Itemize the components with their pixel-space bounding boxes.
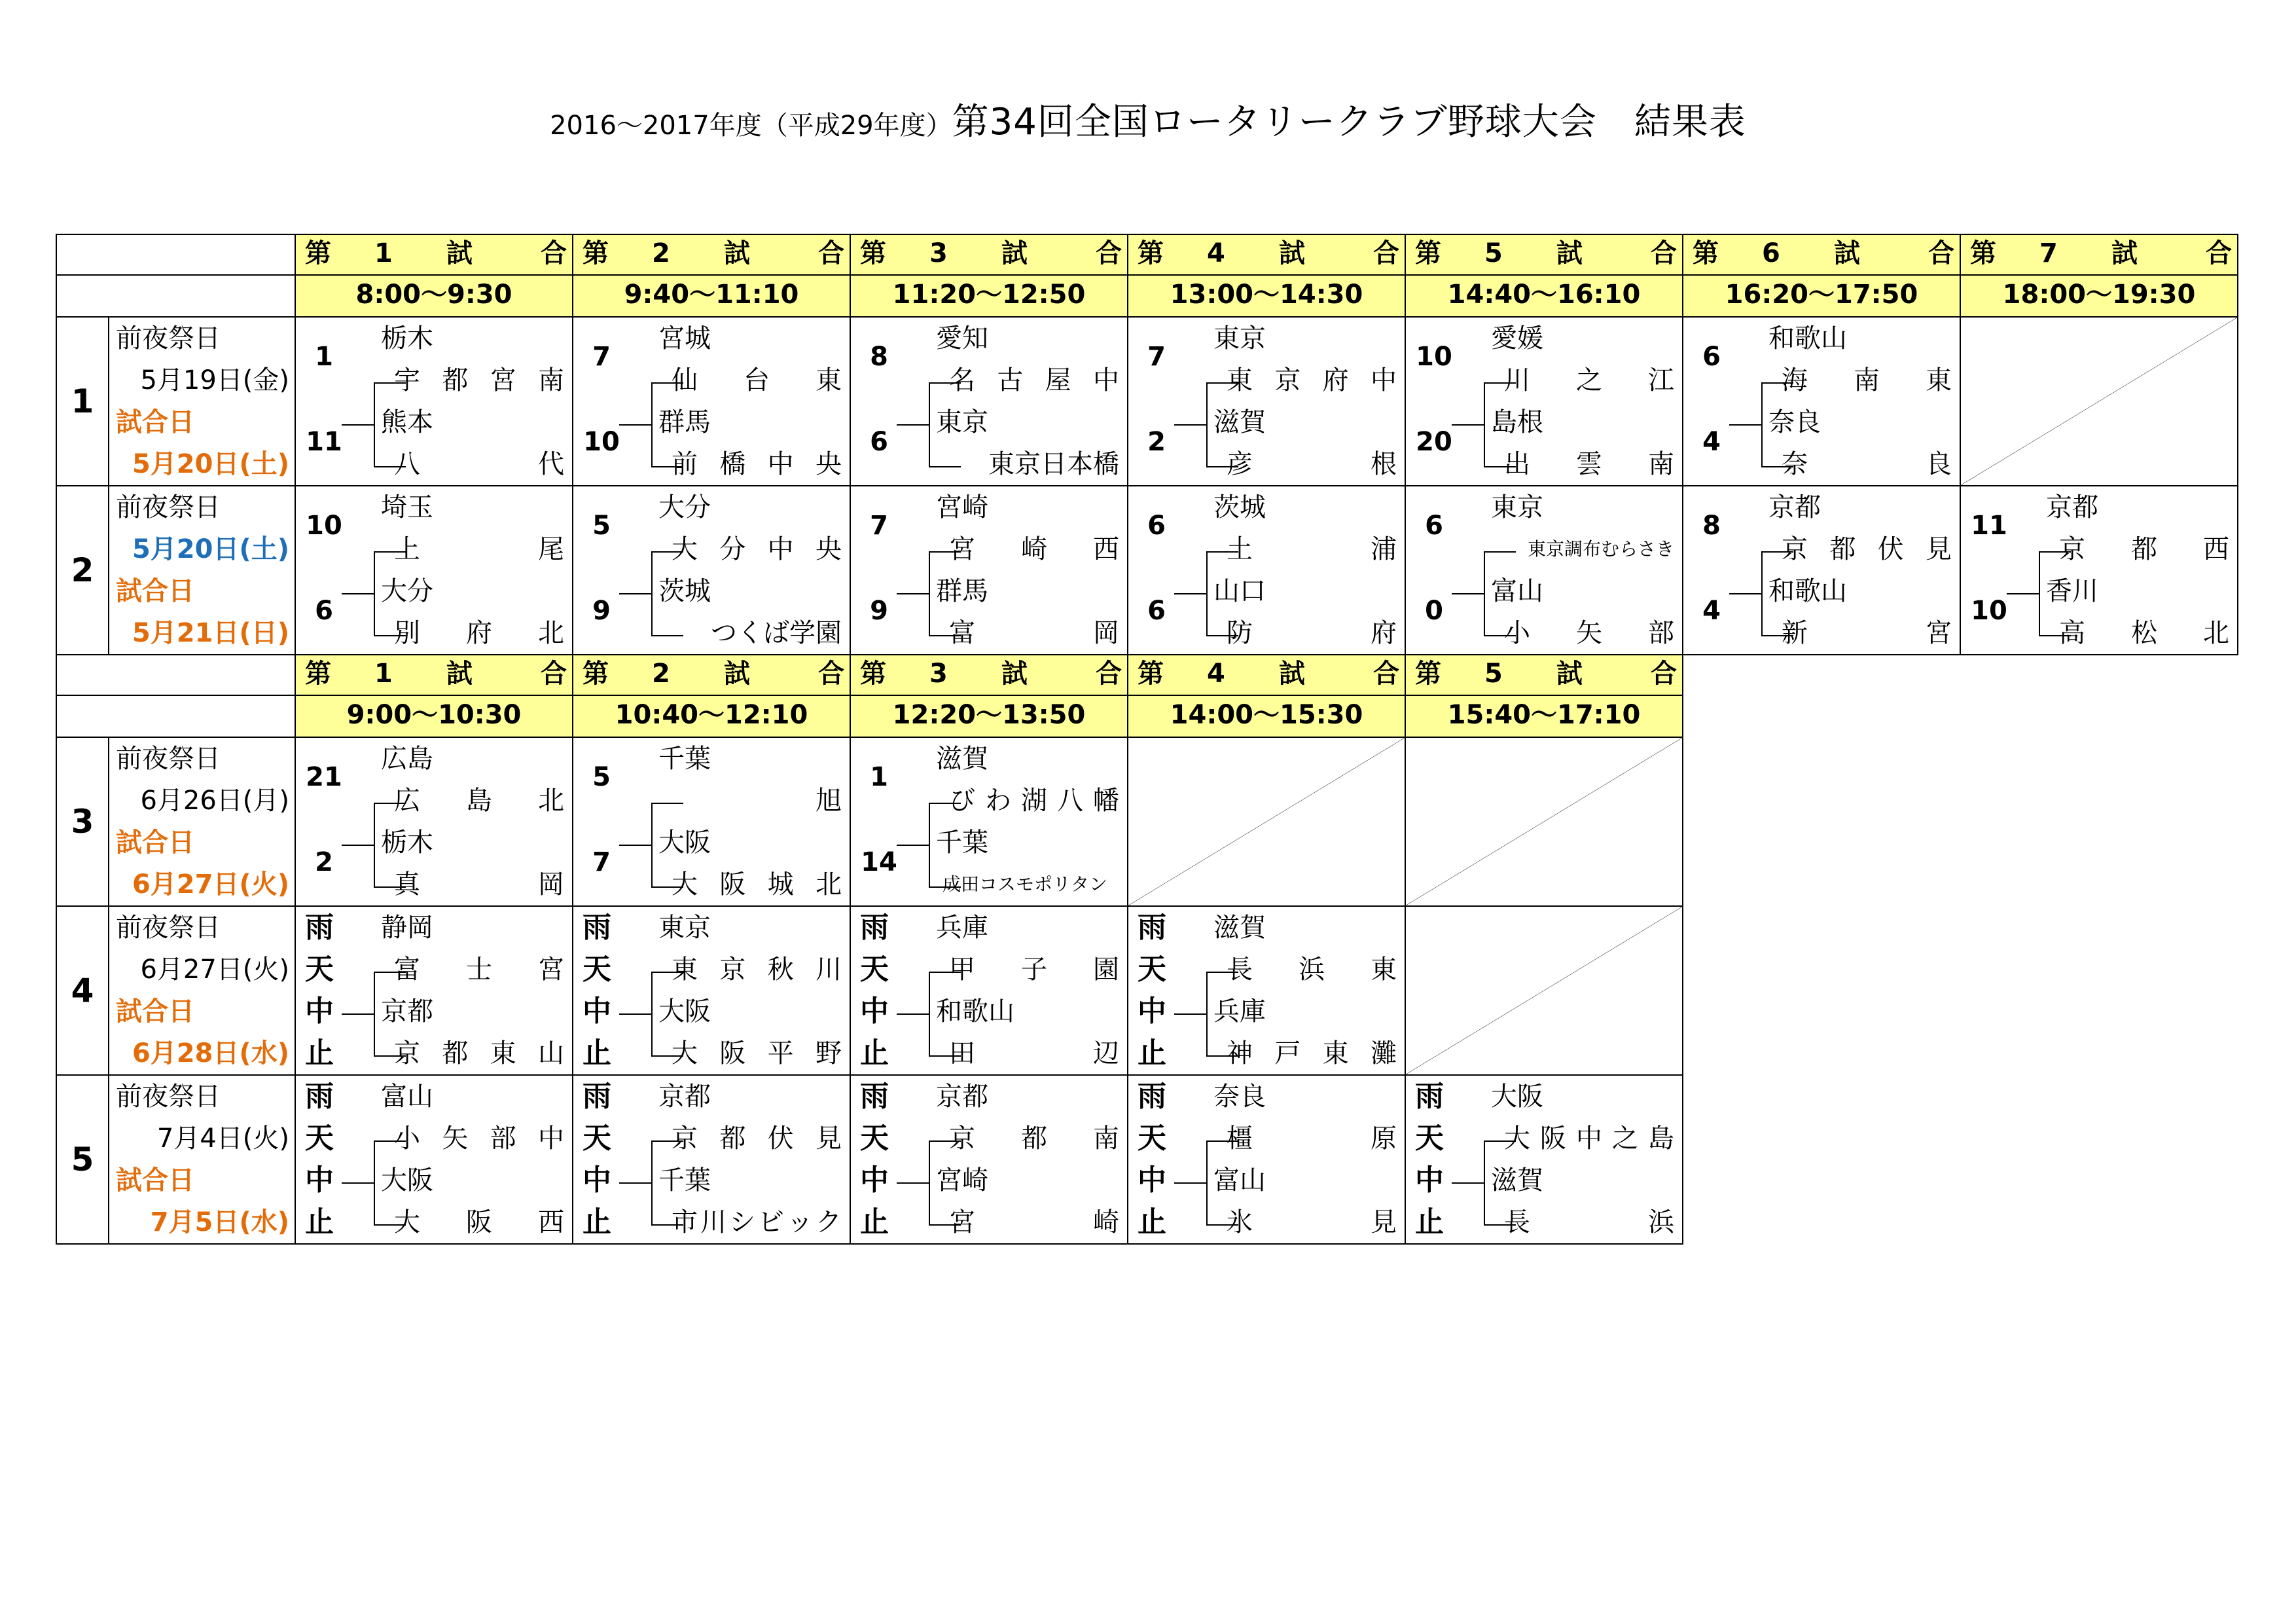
time-text: 13:00～14:30	[1170, 280, 1363, 310]
game-label-text: 第 1 試 合	[305, 238, 567, 268]
rain-cancel-mark: 雨	[305, 911, 334, 944]
empty-game-slot	[1127, 737, 1406, 907]
rain-cancel-mark: 天	[583, 953, 611, 986]
score-b: 10	[1971, 596, 2007, 626]
prefecture-a: 愛媛	[1491, 323, 1543, 354]
prefecture-b: 大分	[381, 576, 433, 606]
prefecture-b: 宮崎	[936, 1165, 988, 1195]
eve-label: 前夜祭日	[116, 492, 221, 522]
score-b: 20	[1416, 427, 1452, 457]
game-label-4	[1127, 234, 1406, 276]
prefecture-a: 和歌山	[1768, 323, 1847, 354]
team-b: 富 岡	[949, 618, 1119, 648]
time-slot-2	[572, 274, 851, 318]
prefecture-b: 千葉	[658, 1165, 711, 1195]
prefecture-a: 東京	[1213, 323, 1266, 354]
rain-cancel-mark: 止	[1138, 1036, 1166, 1070]
time-text: 14:40～16:10	[1447, 280, 1641, 310]
score-a: 5	[592, 762, 611, 792]
rain-cancel-mark: 止	[1415, 1205, 1444, 1239]
team-b: 氷 見	[1227, 1207, 1397, 1237]
game-cell	[1127, 1074, 1406, 1245]
team-b: 大 阪 西	[394, 1207, 564, 1237]
eve-date: 6月26日(月)	[140, 786, 289, 816]
team-a: 東京調布むらさき	[1527, 538, 1674, 560]
prefecture-a: 奈良	[1213, 1082, 1266, 1112]
score-b: 6	[1147, 596, 1166, 626]
prefecture-a: 大分	[658, 492, 711, 522]
score-a: 1	[870, 762, 888, 792]
eve-label: 前夜祭日	[116, 744, 221, 774]
header-blank	[56, 234, 296, 276]
prefecture-a: 京都	[2046, 492, 2098, 522]
empty-slot-slash	[1961, 318, 2237, 485]
prefecture-b: 山口	[1213, 576, 1266, 606]
header-blank	[56, 654, 296, 696]
prefecture-b: 富山	[1491, 576, 1543, 606]
game-cell	[1960, 485, 2238, 655]
eve-date: 5月20日(土)	[132, 534, 289, 564]
team-a: 京 都 伏 見	[1782, 534, 1952, 564]
team-a: 京 都 西	[2059, 534, 2229, 564]
team-b: 宮 崎	[949, 1207, 1119, 1237]
game-cell	[1127, 316, 1406, 486]
round-dates	[108, 1074, 296, 1245]
prefecture-b: 東京	[936, 407, 988, 437]
score-a: 7	[1147, 342, 1166, 372]
score-b: 9	[592, 596, 611, 626]
prefecture-b: 栃木	[381, 828, 433, 858]
game-cell	[1682, 316, 1961, 486]
team-a: 東 京 府 中	[1227, 365, 1397, 395]
team-a: 大 阪 中 之 島	[1504, 1123, 1674, 1154]
score-a: 8	[1702, 511, 1721, 541]
prefecture-a: 京都	[1768, 492, 1821, 522]
team-b: 大 阪 城 北	[672, 869, 842, 900]
team-b: 前 橋 中 央	[672, 449, 842, 479]
time-text: 10:40～12:10	[615, 700, 808, 730]
rain-cancel-mark: 雨	[860, 911, 889, 944]
match-day-date: 6月28日(水)	[132, 1038, 289, 1068]
score-a: 5	[592, 511, 611, 541]
prefecture-a: 埼玉	[381, 492, 433, 522]
score-b: 14	[861, 847, 897, 877]
prefecture-b: 香川	[2046, 576, 2098, 606]
team-a: 京 都 伏 見	[672, 1123, 842, 1154]
eve-label: 前夜祭日	[116, 913, 221, 943]
rain-cancel-mark: 雨	[1415, 1080, 1444, 1113]
eve-date: 7月4日(火)	[156, 1123, 289, 1154]
game-label-1	[295, 234, 573, 276]
time-slot-2	[572, 695, 851, 738]
rain-cancel-mark: 天	[305, 1122, 334, 1155]
game-cell	[1682, 485, 1961, 655]
team-b: 神 戸 東 灘	[1227, 1038, 1397, 1068]
score-a: 8	[870, 342, 888, 372]
time-text: 8:00～9:30	[355, 280, 512, 310]
prefecture-b: 和歌山	[1768, 576, 1847, 606]
prefecture-b: 京都	[381, 996, 433, 1027]
time-slot-5	[1405, 695, 1683, 738]
prefecture-a: 京都	[936, 1082, 988, 1112]
prefecture-b: 熊本	[381, 407, 433, 437]
rain-cancel-mark: 天	[1415, 1122, 1444, 1155]
rain-cancel-mark: 中	[860, 1163, 889, 1197]
team-a: 仙 台 東	[672, 365, 842, 395]
score-b: 2	[315, 847, 333, 877]
team-a: 土 浦	[1227, 534, 1397, 564]
rain-cancel-mark: 止	[583, 1205, 611, 1239]
score-b: 6	[870, 427, 888, 457]
prefecture-b: 滋賀	[1491, 1165, 1543, 1195]
prefecture-b: 茨城	[658, 576, 711, 606]
score-a: 7	[870, 511, 888, 541]
game-label-5	[1405, 654, 1683, 696]
prefecture-a: 東京	[1491, 492, 1543, 522]
rain-cancel-mark: 中	[305, 1163, 334, 1197]
team-a: 甲 子 園	[949, 955, 1119, 985]
prefecture-a: 滋賀	[1213, 913, 1266, 943]
eve-label: 前夜祭日	[116, 1082, 221, 1112]
time-text: 12:20～13:50	[892, 700, 1086, 730]
game-label-text: 第 4 試 合	[1138, 659, 1399, 689]
team-a: 長 浜 東	[1227, 955, 1397, 985]
team-a: 川 之 江	[1504, 365, 1674, 395]
score-b: 0	[1425, 596, 1443, 626]
time-slot-1	[295, 274, 573, 318]
game-label-text: 第 7 試 合	[1970, 238, 2232, 268]
rain-cancel-mark: 中	[305, 994, 334, 1028]
match-day-date: 6月27日(火)	[132, 869, 289, 900]
score-a: 7	[592, 342, 611, 372]
game-cell	[850, 316, 1128, 486]
eve-date: 6月27日(火)	[140, 955, 289, 985]
score-a: 10	[306, 511, 342, 541]
rain-cancel-mark: 止	[583, 1036, 611, 1070]
prefecture-a: 宮城	[658, 323, 711, 354]
team-a: 旭	[816, 786, 842, 816]
score-a: 6	[1702, 342, 1721, 372]
title-main: 第34回全国ロータリークラブ野球大会 結果表	[952, 101, 1746, 143]
time-slot-6	[1682, 274, 1961, 318]
score-b: 10	[583, 427, 620, 457]
time-slot-5	[1405, 274, 1683, 318]
team-a: 上 尾	[394, 534, 564, 564]
rain-cancel-mark: 雨	[860, 1080, 889, 1113]
team-b: 長 浜	[1504, 1207, 1674, 1237]
team-b: 高 松 北	[2059, 618, 2229, 648]
empty-slot-slash	[1406, 907, 1682, 1074]
team-a: 小 矢 部 中	[394, 1123, 564, 1154]
game-cell	[572, 737, 851, 907]
round-dates	[108, 737, 296, 907]
round-dates	[108, 905, 296, 1076]
prefecture-b: 和歌山	[936, 996, 1014, 1027]
rain-cancel-mark: 止	[1138, 1205, 1166, 1239]
score-a: 11	[1971, 511, 2007, 541]
game-cell	[1405, 485, 1683, 655]
game-label-text: 第 3 試 合	[860, 238, 1122, 268]
prefecture-a: 兵庫	[936, 913, 988, 943]
empty-slot-slash	[1128, 738, 1405, 905]
rain-cancel-mark: 止	[305, 1205, 334, 1239]
empty-game-slot	[1405, 737, 1683, 907]
game-cell	[295, 905, 573, 1076]
empty-game-slot	[1960, 316, 2238, 486]
time-text: 9:40～11:10	[624, 280, 799, 310]
game-label-text: 第 2 試 合	[583, 659, 844, 689]
prefecture-b: 滋賀	[1213, 407, 1266, 437]
team-a: 京 都 南	[949, 1123, 1119, 1154]
score-a: 21	[306, 762, 342, 792]
time-text: 14:00～15:30	[1170, 700, 1363, 730]
round-dates	[108, 485, 296, 655]
prefecture-a: 宮崎	[936, 492, 988, 522]
time-text: 16:20～17:50	[1725, 280, 1918, 310]
round-number: 1	[56, 316, 109, 486]
rain-cancel-mark: 中	[583, 994, 611, 1028]
time-text: 11:20～12:50	[892, 280, 1086, 310]
game-cell	[850, 1074, 1128, 1245]
rain-cancel-mark: 雨	[583, 1080, 611, 1113]
eve-date: 5月19日(金)	[140, 365, 289, 395]
game-cell	[850, 485, 1128, 655]
game-cell	[850, 737, 1128, 907]
team-b: 真 岡	[394, 869, 564, 900]
game-label-text: 第 5 試 合	[1415, 238, 1677, 268]
prefecture-a: 富山	[381, 1082, 433, 1112]
game-cell	[572, 485, 851, 655]
game-cell	[1405, 316, 1683, 486]
round-number: 5	[56, 1074, 109, 1245]
rain-cancel-mark: 中	[583, 1163, 611, 1197]
round-number: 3	[56, 737, 109, 907]
prefecture-a: 滋賀	[936, 744, 988, 774]
game-label-2	[572, 654, 851, 696]
match-day-date: 5月20日(土)	[132, 449, 289, 479]
game-cell	[572, 905, 851, 1076]
team-b: 田 辺	[949, 1038, 1119, 1068]
score-a: 1	[315, 342, 333, 372]
rain-cancel-mark: 天	[305, 953, 334, 986]
game-cell	[572, 316, 851, 486]
prefecture-a: 茨城	[1213, 492, 1266, 522]
prefecture-b: 大阪	[381, 1165, 433, 1195]
team-a: 宮 崎 西	[949, 534, 1119, 564]
eve-label: 前夜祭日	[116, 323, 221, 354]
team-b: 彦 根	[1227, 449, 1397, 479]
team-a: 広 島 北	[394, 786, 564, 816]
rain-cancel-mark: 中	[1138, 1163, 1166, 1197]
rain-cancel-mark: 止	[860, 1036, 889, 1070]
score-b: 9	[870, 596, 888, 626]
rain-cancel-mark: 天	[1138, 1122, 1166, 1155]
time-header-blank	[56, 695, 296, 738]
time-slot-4	[1127, 695, 1406, 738]
time-header-blank	[56, 274, 296, 318]
team-a: び わ 湖 八 幡	[949, 786, 1119, 816]
rain-cancel-mark: 中	[1138, 994, 1166, 1028]
score-b: 2	[1147, 427, 1166, 457]
rain-cancel-mark: 雨	[583, 911, 611, 944]
time-slot-7	[1960, 274, 2238, 318]
prefecture-a: 広島	[381, 744, 433, 774]
prefecture-a: 京都	[658, 1082, 711, 1112]
rain-cancel-mark: 天	[583, 1122, 611, 1155]
team-b: 防 府	[1227, 618, 1397, 648]
prefecture-a: 千葉	[658, 744, 711, 774]
score-a: 10	[1416, 342, 1452, 372]
game-label-text: 第 2 試 合	[583, 238, 844, 268]
team-a: 東 京 秋 川	[672, 955, 842, 985]
score-b: 6	[315, 596, 333, 626]
prefecture-b: 群馬	[936, 576, 988, 606]
score-b: 4	[1702, 596, 1721, 626]
rain-cancel-mark: 天	[1138, 953, 1166, 986]
rain-cancel-mark: 中	[1415, 1163, 1444, 1197]
game-label-3	[850, 234, 1128, 276]
game-label-6	[1682, 234, 1961, 276]
game-label-3	[850, 654, 1128, 696]
game-cell	[1127, 485, 1406, 655]
match-day-date: 5月21日(日)	[132, 618, 289, 648]
rain-cancel-mark: 中	[860, 994, 889, 1028]
rain-cancel-mark: 雨	[305, 1080, 334, 1113]
score-a: 6	[1147, 511, 1166, 541]
team-a: 宇 都 宮 南	[394, 365, 564, 395]
round-number: 2	[56, 485, 109, 655]
prefecture-b: 兵庫	[1213, 996, 1266, 1027]
time-slot-1	[295, 695, 573, 738]
rain-cancel-mark: 止	[860, 1205, 889, 1239]
prefecture-a: 静岡	[381, 913, 433, 943]
team-b: 京 都 東 山	[394, 1038, 564, 1068]
prefecture-a: 愛知	[936, 323, 988, 354]
team-a: 海 南 東	[1782, 365, 1952, 395]
time-text: 9:00～10:30	[346, 700, 522, 730]
score-b: 11	[306, 427, 342, 457]
prefecture-b: 千葉	[936, 828, 988, 858]
prefecture-b: 富山	[1213, 1165, 1266, 1195]
team-b: 奈 良	[1782, 449, 1952, 479]
prefecture-a: 東京	[658, 913, 711, 943]
score-a: 6	[1425, 511, 1443, 541]
rain-cancel-mark: 雨	[1138, 911, 1166, 944]
game-label-text: 第 1 試 合	[305, 659, 567, 689]
empty-game-slot	[1405, 905, 1683, 1076]
prefecture-a: 大阪	[1491, 1082, 1543, 1112]
game-cell	[1127, 905, 1406, 1076]
game-label-2	[572, 234, 851, 276]
team-a: 橿 原	[1227, 1123, 1397, 1154]
team-b: 別 府 北	[394, 618, 564, 648]
score-b: 7	[592, 847, 611, 877]
team-a: 大 分 中 央	[672, 534, 842, 564]
game-label-1	[295, 654, 573, 696]
game-cell	[572, 1074, 851, 1245]
match-day-label: 試合日	[116, 828, 194, 858]
game-label-text: 第 3 試 合	[860, 659, 1122, 689]
team-b: 大 阪 平 野	[672, 1038, 842, 1068]
rain-cancel-mark: 雨	[1138, 1080, 1166, 1113]
game-label-text: 第 6 試 合	[1693, 238, 1954, 268]
match-day-label: 試合日	[116, 1165, 194, 1195]
team-b: 小 矢 部	[1504, 618, 1674, 648]
team-a: 名 古 屋 中	[949, 365, 1119, 395]
round-number: 4	[56, 905, 109, 1076]
game-cell	[1405, 1074, 1683, 1245]
time-slot-3	[850, 274, 1128, 318]
game-cell	[295, 316, 573, 486]
match-day-label: 試合日	[116, 996, 194, 1027]
game-cell	[295, 485, 573, 655]
empty-slot-slash	[1406, 738, 1682, 905]
game-label-7	[1960, 234, 2238, 276]
match-day-date: 7月5日(水)	[150, 1207, 289, 1237]
team-b: 市 川 シ ビ ッ ク	[672, 1207, 842, 1237]
time-text: 18:00～19:30	[2002, 280, 2196, 310]
game-label-5	[1405, 234, 1683, 276]
time-text: 15:40～17:10	[1447, 700, 1641, 730]
team-b: つくば学園	[711, 618, 842, 648]
game-cell	[850, 905, 1128, 1076]
match-day-label: 試合日	[116, 576, 194, 606]
team-b: 東京日本橋	[988, 449, 1119, 479]
prefecture-a: 栃木	[381, 323, 433, 354]
score-b: 4	[1702, 427, 1721, 457]
rain-cancel-mark: 天	[860, 1122, 889, 1155]
team-b: 出 雲 南	[1504, 449, 1674, 479]
time-slot-4	[1127, 274, 1406, 318]
team-b: 成田コスモポリタン	[942, 873, 1108, 895]
prefecture-b: 島根	[1491, 407, 1543, 437]
prefecture-b: 奈良	[1768, 407, 1821, 437]
time-slot-3	[850, 695, 1128, 738]
game-label-text: 第 4 試 合	[1138, 238, 1399, 268]
title-season: 2016～2017年度（平成29年度）	[550, 111, 952, 141]
round-dates	[108, 316, 296, 486]
rain-cancel-mark: 天	[860, 953, 889, 986]
prefecture-b: 大阪	[658, 996, 711, 1027]
team-b: 八 代	[394, 449, 564, 479]
rain-cancel-mark: 止	[305, 1036, 334, 1070]
prefecture-b: 大阪	[658, 828, 711, 858]
prefecture-b: 群馬	[658, 407, 711, 437]
match-day-label: 試合日	[116, 407, 194, 437]
team-b: 新 宮	[1782, 618, 1952, 648]
game-cell	[295, 737, 573, 907]
team-a: 富 士 宮	[394, 955, 564, 985]
game-label-text: 第 5 試 合	[1415, 659, 1677, 689]
game-cell	[295, 1074, 573, 1245]
game-label-4	[1127, 654, 1406, 696]
